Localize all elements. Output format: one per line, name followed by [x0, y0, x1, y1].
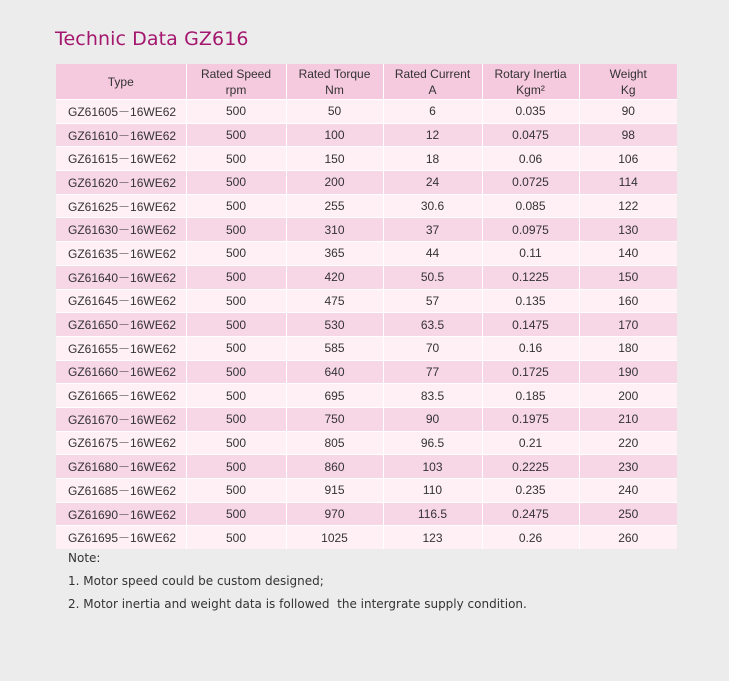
table-cell-rated-torque: 200 — [286, 171, 383, 195]
table-cell-rated-torque: 420 — [286, 265, 383, 289]
column-header-unit: A — [428, 82, 437, 97]
table-cell-type: GZ61640－16WE62 — [56, 265, 186, 289]
table-cell-rotary-inertia: 0.21 — [482, 431, 579, 455]
table-cell-rated-current: 30.6 — [383, 194, 482, 218]
table-cell-type: GZ61665－16WE62 — [56, 384, 186, 408]
table-row — [56, 479, 677, 503]
table-row — [56, 431, 677, 455]
column-header-label: Weight — [609, 66, 647, 81]
column-header-rotary-inertia — [482, 64, 579, 100]
table-cell-type: GZ61620－16WE62 — [56, 171, 186, 195]
table-row — [56, 384, 677, 408]
table-cell-rotary-inertia: 0.1475 — [482, 313, 579, 337]
table-cell-rated-speed: 500 — [186, 242, 286, 266]
table-cell-rated-torque: 805 — [286, 431, 383, 455]
table-cell-rotary-inertia: 0.1225 — [482, 265, 579, 289]
table-cell-weight: 170 — [579, 313, 677, 337]
table-cell-rated-current: 57 — [383, 289, 482, 313]
table-cell-rated-torque: 100 — [286, 123, 383, 147]
column-header-rated-current — [383, 64, 482, 100]
table-cell-weight: 180 — [579, 336, 677, 360]
table-cell-rated-torque: 530 — [286, 313, 383, 337]
table-cell-rotary-inertia: 0.135 — [482, 289, 579, 313]
column-header-label: Rotary Inertia — [494, 66, 567, 81]
table-cell-weight: 190 — [579, 360, 677, 384]
table-cell-rated-current: 12 — [383, 123, 482, 147]
table-cell-rated-speed: 500 — [186, 407, 286, 431]
table-cell-type: GZ61695－16WE62 — [56, 526, 186, 549]
notes-section — [68, 551, 527, 620]
table-row — [56, 336, 677, 360]
column-header-label: Rated Current — [394, 66, 471, 81]
table-cell-type: GZ61605－16WE62 — [56, 100, 186, 124]
table-cell-type: GZ61660－16WE62 — [56, 360, 186, 384]
table-cell-rated-speed: 500 — [186, 100, 286, 124]
table-cell-type: GZ61675－16WE62 — [56, 431, 186, 455]
table-cell-rotary-inertia: 0.0975 — [482, 218, 579, 242]
table-cell-rated-speed: 500 — [186, 147, 286, 171]
column-header-unit: Kg — [620, 82, 636, 97]
table-cell-weight: 130 — [579, 218, 677, 242]
table-cell-rated-speed: 500 — [186, 194, 286, 218]
table-row — [56, 455, 677, 479]
column-header-rated-speed — [186, 64, 286, 100]
table-cell-rotary-inertia: 0.2225 — [482, 455, 579, 479]
table-cell-rated-speed: 500 — [186, 479, 286, 503]
table-cell-rotary-inertia: 0.185 — [482, 384, 579, 408]
table-cell-rated-current: 70 — [383, 336, 482, 360]
column-header-unit: rpm — [225, 82, 247, 97]
table-cell-weight: 210 — [579, 407, 677, 431]
table-cell-type: GZ61655－16WE62 — [56, 336, 186, 360]
table-body — [56, 100, 677, 550]
table-row — [56, 194, 677, 218]
table-cell-rotary-inertia: 0.085 — [482, 194, 579, 218]
technic-data-table — [56, 64, 677, 549]
table-cell-rated-speed: 500 — [186, 218, 286, 242]
table-cell-rated-speed: 500 — [186, 431, 286, 455]
table-cell-rated-torque: 1025 — [286, 526, 383, 549]
page-title: Technic Data GZ616 — [55, 28, 249, 50]
table-cell-weight: 220 — [579, 431, 677, 455]
column-header-unit: Kgm² — [516, 82, 545, 97]
table-cell-rotary-inertia: 0.1725 — [482, 360, 579, 384]
table-cell-rotary-inertia: 0.11 — [482, 242, 579, 266]
table-cell-rated-current: 63.5 — [383, 313, 482, 337]
table-row — [56, 313, 677, 337]
table-cell-rotary-inertia: 0.26 — [482, 526, 579, 549]
table-cell-rotary-inertia: 0.035 — [482, 100, 579, 124]
table-cell-rotary-inertia: 0.0475 — [482, 123, 579, 147]
table-cell-rated-current: 50.5 — [383, 265, 482, 289]
column-header-label: Type — [107, 74, 134, 89]
table-row — [56, 100, 677, 124]
table-cell-type: GZ61610－16WE62 — [56, 123, 186, 147]
table-row — [56, 242, 677, 266]
table-cell-rotary-inertia: 0.06 — [482, 147, 579, 171]
table-row — [56, 289, 677, 313]
table-cell-weight: 200 — [579, 384, 677, 408]
table-row — [56, 218, 677, 242]
table-cell-type: GZ61685－16WE62 — [56, 479, 186, 503]
table-cell-rated-current: 18 — [383, 147, 482, 171]
table-cell-rated-current: 90 — [383, 407, 482, 431]
table-cell-weight: 150 — [579, 265, 677, 289]
table-cell-rated-current: 77 — [383, 360, 482, 384]
table-cell-weight: 98 — [579, 123, 677, 147]
table-cell-rated-current: 44 — [383, 242, 482, 266]
table-cell-weight: 114 — [579, 171, 677, 195]
table-cell-rated-torque: 50 — [286, 100, 383, 124]
table-cell-rated-current: 6 — [383, 100, 482, 124]
table-row — [56, 147, 677, 171]
table-cell-rated-current: 83.5 — [383, 384, 482, 408]
table-cell-rated-current: 24 — [383, 171, 482, 195]
table-cell-rated-current: 96.5 — [383, 431, 482, 455]
column-header-label: Rated Speed — [200, 66, 272, 81]
table-row — [56, 407, 677, 431]
table-cell-rated-current: 110 — [383, 479, 482, 503]
table-cell-rated-speed: 500 — [186, 313, 286, 337]
table-cell-rated-current: 103 — [383, 455, 482, 479]
table-cell-weight: 90 — [579, 100, 677, 124]
table-cell-weight: 122 — [579, 194, 677, 218]
table-cell-rated-current: 123 — [383, 526, 482, 549]
column-header-weight — [579, 64, 677, 100]
table-cell-rated-speed: 500 — [186, 502, 286, 526]
table-cell-rotary-inertia: 0.0725 — [482, 171, 579, 195]
table-cell-rotary-inertia: 0.235 — [482, 479, 579, 503]
table-row — [56, 123, 677, 147]
table-cell-type: GZ61690－16WE62 — [56, 502, 186, 526]
notes-heading: Note: — [68, 551, 101, 565]
table-cell-rated-torque: 970 — [286, 502, 383, 526]
table-cell-weight: 250 — [579, 502, 677, 526]
table-cell-rated-speed: 500 — [186, 336, 286, 360]
column-header-label: Rated Torque — [298, 66, 371, 81]
table-cell-rotary-inertia: 0.16 — [482, 336, 579, 360]
table-cell-type: GZ61670－16WE62 — [56, 407, 186, 431]
table-cell-rated-speed: 500 — [186, 526, 286, 549]
table-cell-rated-torque: 150 — [286, 147, 383, 171]
table-cell-rated-speed: 500 — [186, 360, 286, 384]
table-cell-weight: 106 — [579, 147, 677, 171]
column-header-unit: Nm — [325, 82, 344, 97]
note-item-2: 2. Motor inertia and weight data is followed the intergrate supply condition. — [68, 597, 527, 611]
table-cell-weight: 240 — [579, 479, 677, 503]
table-cell-rated-speed: 500 — [186, 289, 286, 313]
table-cell-rated-torque: 255 — [286, 194, 383, 218]
note-item-1: 1. Motor speed could be custom designed; — [68, 574, 324, 588]
table-cell-rated-speed: 500 — [186, 265, 286, 289]
table-cell-rated-torque: 475 — [286, 289, 383, 313]
table-cell-rated-torque: 585 — [286, 336, 383, 360]
table-row — [56, 171, 677, 195]
table-cell-weight: 140 — [579, 242, 677, 266]
table-cell-rated-speed: 500 — [186, 171, 286, 195]
table-header-row — [56, 64, 677, 100]
table-cell-type: GZ61615－16WE62 — [56, 147, 186, 171]
table-row — [56, 360, 677, 384]
table-cell-rated-torque: 640 — [286, 360, 383, 384]
table-cell-weight: 260 — [579, 526, 677, 549]
table-row — [56, 502, 677, 526]
table-cell-type: GZ61630－16WE62 — [56, 218, 186, 242]
table-cell-rotary-inertia: 0.1975 — [482, 407, 579, 431]
column-header-type — [56, 64, 186, 100]
table-cell-rotary-inertia: 0.2475 — [482, 502, 579, 526]
table-cell-rated-torque: 310 — [286, 218, 383, 242]
table-cell-type: GZ61635－16WE62 — [56, 242, 186, 266]
table-cell-rated-speed: 500 — [186, 384, 286, 408]
table-cell-type: GZ61680－16WE62 — [56, 455, 186, 479]
table-cell-type: GZ61650－16WE62 — [56, 313, 186, 337]
table-cell-rated-speed: 500 — [186, 455, 286, 479]
table-cell-weight: 230 — [579, 455, 677, 479]
table-row — [56, 265, 677, 289]
table-cell-rated-torque: 860 — [286, 455, 383, 479]
table-row — [56, 526, 677, 549]
table-cell-rated-current: 116.5 — [383, 502, 482, 526]
table-cell-type: GZ61645－16WE62 — [56, 289, 186, 313]
table-cell-rated-speed: 500 — [186, 123, 286, 147]
table-cell-rated-torque: 695 — [286, 384, 383, 408]
table-cell-weight: 160 — [579, 289, 677, 313]
table-cell-rated-torque: 750 — [286, 407, 383, 431]
table-cell-rated-torque: 915 — [286, 479, 383, 503]
table-cell-type: GZ61625－16WE62 — [56, 194, 186, 218]
table-cell-rated-current: 37 — [383, 218, 482, 242]
column-header-rated-torque — [286, 64, 383, 100]
table-cell-rated-torque: 365 — [286, 242, 383, 266]
